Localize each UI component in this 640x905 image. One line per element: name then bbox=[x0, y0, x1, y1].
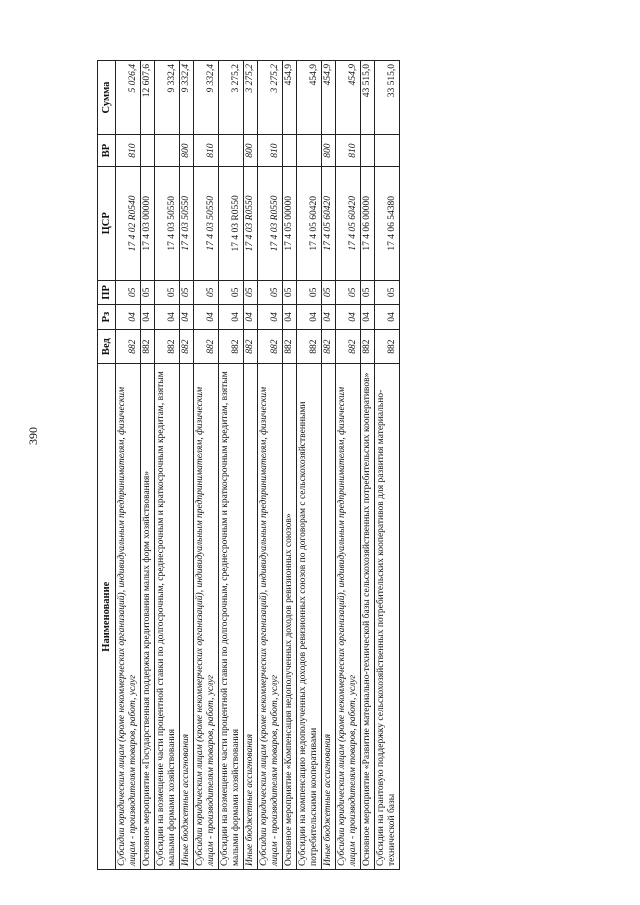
table-row bbox=[336, 61, 361, 870]
cell-rz: 04 bbox=[322, 305, 336, 330]
cell-sum: 9 332,4 bbox=[194, 61, 219, 135]
cell-name: Иные бюджетные ассигнования bbox=[180, 364, 194, 870]
cell-ved: 882 bbox=[219, 329, 244, 364]
cell-name: Субсидии на грантовую поддержку сельскохозяйственных потребительских кооперативов для развития материально-технической базы bbox=[375, 364, 400, 870]
cell-rz: 04 bbox=[336, 305, 361, 330]
table-row bbox=[258, 61, 283, 870]
header-vr: ВР bbox=[98, 135, 116, 167]
cell-pr: 05 bbox=[297, 280, 322, 305]
cell-sum: 5 026,4 bbox=[116, 61, 141, 135]
cell-pr: 05 bbox=[258, 280, 283, 305]
cell-csr: 17 4 05 00000 bbox=[283, 167, 297, 280]
cell-pr: 05 bbox=[361, 280, 375, 305]
cell-csr: 17 4 02 R0540 bbox=[116, 167, 141, 280]
cell-pr: 05 bbox=[375, 280, 400, 305]
cell-ved: 882 bbox=[283, 329, 297, 364]
cell-pr: 05 bbox=[155, 280, 180, 305]
cell-sum: 3 275,2 bbox=[219, 61, 244, 135]
cell-vr bbox=[141, 135, 155, 167]
cell-csr: 17 4 05 60420 bbox=[322, 167, 336, 280]
cell-name: Субсидии на возмещение части процентной ставки по долгосрочным, среднесрочным и краткосрочным кредитам, взятым малыми формами хозяйствования bbox=[219, 364, 244, 870]
cell-rz: 04 bbox=[116, 305, 141, 330]
cell-name: Иные бюджетные ассигнования bbox=[322, 364, 336, 870]
header-pr: ПР bbox=[98, 280, 116, 305]
cell-vr bbox=[297, 135, 322, 167]
cell-sum: 43 515,0 bbox=[361, 61, 375, 135]
table-row bbox=[219, 61, 244, 870]
cell-vr: 800 bbox=[180, 135, 194, 167]
cell-name: Субсидии юридическим лицам (кроме некоммерческих организаций), индивидуальным предпринимателям, физическим лицам - производителям товаров, работ, услуг bbox=[258, 364, 283, 870]
cell-vr: 810 bbox=[336, 135, 361, 167]
cell-vr bbox=[375, 135, 400, 167]
table-row bbox=[361, 61, 375, 870]
cell-ved: 882 bbox=[375, 329, 400, 364]
table-header-row bbox=[98, 61, 116, 870]
cell-ved: 882 bbox=[336, 329, 361, 364]
cell-name: Субсидии юридическим лицам (кроме некоммерческих организаций), индивидуальным предпринимателям, физическим лицам - производителям товаров, работ, услуг bbox=[336, 364, 361, 870]
cell-name: Субсидии юридическим лицам (кроме некоммерческих организаций), индивидуальным предпринимателям, физическим лицам - производителям товаров, работ, услуг bbox=[116, 364, 141, 870]
cell-name: Иные бюджетные ассигнования bbox=[244, 364, 258, 870]
header-name: Наименование bbox=[98, 364, 116, 870]
table-row bbox=[283, 61, 297, 870]
cell-vr bbox=[155, 135, 180, 167]
cell-name: Основное мероприятие «Компенсация недополученных доходов ревизионных союзов» bbox=[283, 364, 297, 870]
cell-rz: 04 bbox=[141, 305, 155, 330]
cell-vr bbox=[361, 135, 375, 167]
cell-rz: 04 bbox=[244, 305, 258, 330]
cell-csr: 17 4 03 50550 bbox=[155, 167, 180, 280]
cell-sum: 454,9 bbox=[322, 61, 336, 135]
cell-vr bbox=[219, 135, 244, 167]
cell-name: Субсидии на возмещение части процентной ставки по долгосрочным, среднесрочным и краткосрочным кредитам, взятым малыми формами хозяйствования bbox=[155, 364, 180, 870]
cell-rz: 04 bbox=[361, 305, 375, 330]
cell-rz: 04 bbox=[283, 305, 297, 330]
cell-csr: 17 4 06 00000 bbox=[361, 167, 375, 280]
cell-ved: 882 bbox=[258, 329, 283, 364]
cell-sum: 454,9 bbox=[336, 61, 361, 135]
table-row bbox=[194, 61, 219, 870]
table-row bbox=[116, 61, 141, 870]
cell-csr: 17 4 03 50550 bbox=[194, 167, 219, 280]
cell-pr: 05 bbox=[322, 280, 336, 305]
cell-csr: 17 4 06 54380 bbox=[375, 167, 400, 280]
cell-pr: 05 bbox=[180, 280, 194, 305]
cell-rz: 04 bbox=[180, 305, 194, 330]
cell-rz: 04 bbox=[258, 305, 283, 330]
cell-ved: 882 bbox=[116, 329, 141, 364]
cell-rz: 04 bbox=[155, 305, 180, 330]
cell-csr: 17 4 03 00000 bbox=[141, 167, 155, 280]
table-row bbox=[244, 61, 258, 870]
table-row bbox=[297, 61, 322, 870]
cell-rz: 04 bbox=[375, 305, 400, 330]
cell-ved: 882 bbox=[244, 329, 258, 364]
table-row bbox=[322, 61, 336, 870]
cell-ved: 882 bbox=[155, 329, 180, 364]
cell-sum: 3 275,2 bbox=[258, 61, 283, 135]
cell-csr: 17 4 05 60420 bbox=[297, 167, 322, 280]
cell-name: Основное мероприятие «Государственная поддержка кредитования малых форм хозяйствования» bbox=[141, 364, 155, 870]
cell-sum: 454,9 bbox=[283, 61, 297, 135]
table-row bbox=[141, 61, 155, 870]
cell-pr: 05 bbox=[194, 280, 219, 305]
cell-ved: 882 bbox=[322, 329, 336, 364]
header-sum: Сумма bbox=[98, 61, 116, 135]
page-number: 390 bbox=[26, 427, 40, 445]
budget-table bbox=[97, 60, 400, 870]
cell-csr: 17 4 03 50550 bbox=[180, 167, 194, 280]
cell-sum: 3 275,2 bbox=[244, 61, 258, 135]
cell-ved: 882 bbox=[297, 329, 322, 364]
cell-csr: 17 4 03 R0550 bbox=[219, 167, 244, 280]
cell-rz: 04 bbox=[219, 305, 244, 330]
cell-rz: 04 bbox=[297, 305, 322, 330]
rotated-page-content bbox=[97, 60, 552, 870]
header-csr: ЦСР bbox=[98, 167, 116, 280]
cell-csr: 17 4 03 R0550 bbox=[258, 167, 283, 280]
cell-ved: 882 bbox=[141, 329, 155, 364]
cell-pr: 05 bbox=[336, 280, 361, 305]
cell-ved: 882 bbox=[361, 329, 375, 364]
cell-pr: 05 bbox=[219, 280, 244, 305]
cell-pr: 05 bbox=[283, 280, 297, 305]
cell-vr: 810 bbox=[194, 135, 219, 167]
table-row bbox=[375, 61, 400, 870]
cell-pr: 05 bbox=[116, 280, 141, 305]
cell-csr: 17 4 05 60420 bbox=[336, 167, 361, 280]
cell-name: Субсидии юридическим лицам (кроме некоммерческих организаций), индивидуальным предпринимателям, физическим лицам - производителям товаров, работ, услуг bbox=[194, 364, 219, 870]
cell-vr: 810 bbox=[116, 135, 141, 167]
cell-ved: 882 bbox=[180, 329, 194, 364]
cell-name: Субсидии на компенсацию недополученных доходов ревизионных союзов по договорам с сельскохозяйственными потребительскими кооперативами bbox=[297, 364, 322, 870]
cell-name: Основное мероприятие «Развитие материально-технической базы сельскохозяйственных потребительских кооперативов» bbox=[361, 364, 375, 870]
cell-vr bbox=[283, 135, 297, 167]
cell-sum: 454,9 bbox=[297, 61, 322, 135]
cell-sum: 9 332,4 bbox=[180, 61, 194, 135]
table-row bbox=[155, 61, 180, 870]
cell-sum: 12 607,6 bbox=[141, 61, 155, 135]
header-rz: Рз bbox=[98, 305, 116, 330]
cell-csr: 17 4 03 R0550 bbox=[244, 167, 258, 280]
cell-vr: 810 bbox=[258, 135, 283, 167]
cell-rz: 04 bbox=[194, 305, 219, 330]
table-row bbox=[180, 61, 194, 870]
header-ved: Вед bbox=[98, 329, 116, 364]
cell-pr: 05 bbox=[244, 280, 258, 305]
cell-vr: 800 bbox=[244, 135, 258, 167]
cell-pr: 05 bbox=[141, 280, 155, 305]
cell-sum: 9 332,4 bbox=[155, 61, 180, 135]
cell-ved: 882 bbox=[194, 329, 219, 364]
cell-sum: 33 515,0 bbox=[375, 61, 400, 135]
cell-vr: 800 bbox=[322, 135, 336, 167]
